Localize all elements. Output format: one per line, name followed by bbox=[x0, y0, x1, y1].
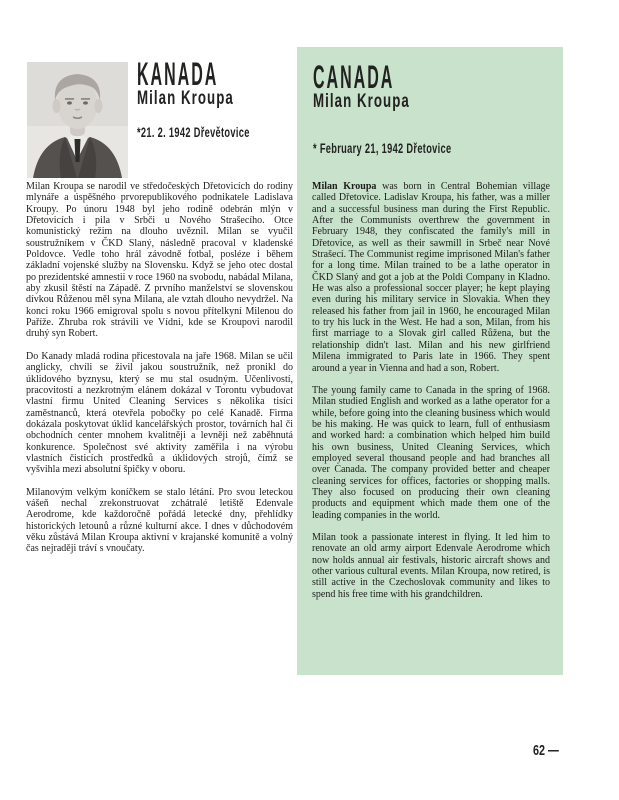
czech-paragraph-3: Milanovým velkým koníčkem se stalo létání. Pro svou leteckou vášeň nechal zrekonstruovat zchátralé letiště Edenvale Aerodrome, kde každoročně pořádá letecké dny, přehlídky historických letounů a různé kulturní akce. I dnes v důchodovém věku zůstává Milan Kroupa aktivní v krajanské komunitě a volný čas nejraději tráví s vnoučaty. bbox=[26, 486, 293, 555]
english-panel bbox=[297, 47, 563, 675]
english-paragraph-2: The young family came to Canada in the spring of 1968. Milan studied English and worked as a lathe operator for a while, before going into the cleaning business which would be his making. He was quick to learn, full of enthusiasm and worked hard: a combination which helped him build his own business, United Cleaning Services, which employed several thousand people and had branches all over Canada. The company provided better and cheaper cleaning services for offices, factories or shopping malls. They also focused on producing their own cleaning products and equipment which made them one of the leading companies in the world. bbox=[312, 384, 551, 521]
birth-line-english: * February 21, 1942 Dřetovice bbox=[313, 140, 452, 156]
portrait-photo bbox=[27, 62, 128, 178]
country-title-english: CANADA bbox=[313, 59, 395, 95]
portrait-illustration bbox=[27, 62, 128, 178]
person-name-czech: Milan Kroupa bbox=[137, 88, 234, 109]
czech-paragraph-1: Milan Kroupa se narodil ve středočeských Dřetovicích do rodiny mlynáře a úspěšného prvorepublikového podnikatele Ladislava Kroupy. Po únoru 1948 byl jeho rodině odebrán mlýn v Dřetovicích i pila v Srbči u Nového Strašecího. Otce komunistický režim na dlouho uvěznil. Milan se vyučil soustružníkem v ČKD Slaný, následně pracoval v kladenské Poldovce. Vedle toho hrál závodně fotbal, posléze i během základní vojenské služby na Slovensku. Když se jeho otec dostal po prezidentské amnestii v roce 1960 na svobodu, nabádal Milana, aby zkusil štěstí na Západě. Z prvního manželství se slovenskou dívkou Růženou měl syna Milana, ale vztah dlouho nevydržel. Na konci roku 1966 emigroval spolu s novou přítelkyní Milenou do Paříže. Zhruba rok strávili ve Vídni, kde se Kroupovi narodil druhý syn Robert. bbox=[26, 181, 293, 340]
lead-bold-name: Milan Kroupa bbox=[312, 181, 377, 192]
czech-paragraph-2: Do Kanady mladá rodina přicestovala na jaře 1968. Milan se učil anglicky, chvíli se živil jakou soustružník, než pronikl do úklidového byznysu, který se mu stal osudným. Učenlivostí, pracovitostí a nezkrotným elánem dokázal v Torontu vybudovat vlastní firmu United Cleaning Services s několika tisíci zaměstnanců, která otevřela pobočky po celé Kanadě. Firma dokázala poskytovat úklid kancelářských prostor, továrních hal či obchodních center mnohem kvalitněji a levněji než zaběhnutá konkurence. Společnost své aktivity zaměřila i na výrobu vlastních čisticích prostředků a úklidových strojů, čímž se vyšvihla mezi absolutní špičky v oboru. bbox=[26, 350, 293, 476]
birth-line-czech: *21. 2. 1942 Dřevětovice bbox=[137, 124, 250, 140]
person-name-english: Milan Kroupa bbox=[313, 91, 410, 112]
czech-biography bbox=[26, 181, 293, 566]
country-title-czech: KANADA bbox=[137, 56, 219, 92]
english-paragraph-1: Milan Kroupa was born in Central Bohemian village called Dřetovice. Ladislav Kroupa, his father, was a miller and a successful business man during the First Republic. After the Communists overthrew the government in February 1948, they confiscated the family's mill in Dřetovice, as well as their sawmill in Srbeč near Nové Strašecí. The Communist regime imprisoned Milan's father for a long time. Milan trained to be a lathe operator in ČKD Slaný and got a job at the Poldi Company in Kladno. He was also a professional soccer player; he kept playing even during his military service in Slovakia. When they released his father from jail in 1960, he encouraged Milan to try his luck in the West. He had a son, Milan, from his first marriage to a Slovak girl called Růžena, but the relationship didn't last. Milan and his new girlfriend Milena immigrated to Paris late in 1966. They spent around a year in Vienna and had a son, Robert. bbox=[312, 181, 550, 374]
page-number: 62 — bbox=[533, 742, 559, 759]
english-paragraph-3: Milan took a passionate interest in flying. It led him to renovate an old army airport Edenvale Aerodrome which now holds annual air festivals, historic aircraft shows and other various cultural events. Milan Kroupa, now retired, is still active in the Czechoslovak community and likes to spend his free time with his grandchildren. bbox=[312, 531, 550, 600]
english-biography bbox=[312, 181, 550, 611]
